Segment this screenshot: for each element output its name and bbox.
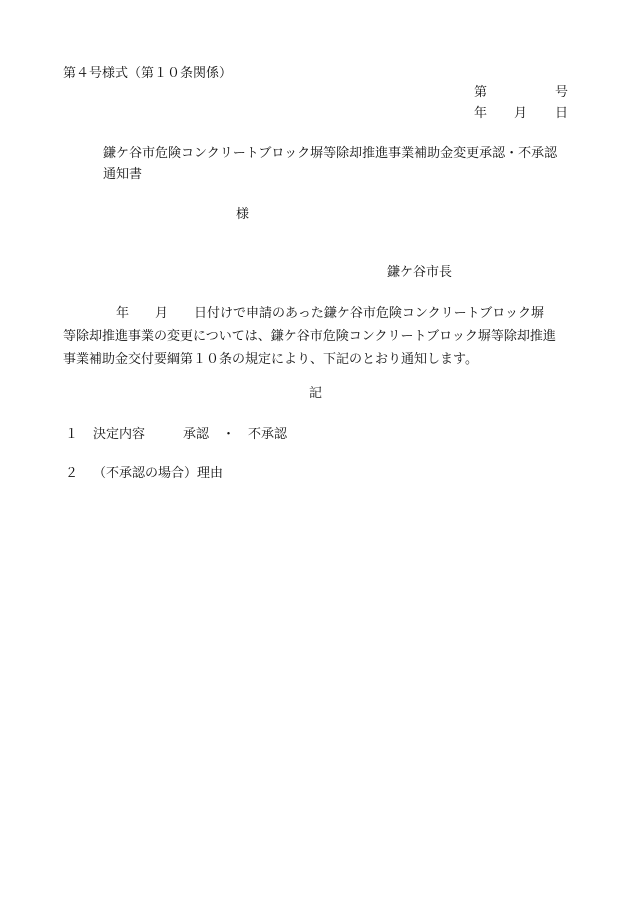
document-title-line2: 通知書 <box>103 167 143 182</box>
item-2-label: （不承認の場合）理由 <box>93 466 224 481</box>
body-line-3: 事業補助金交付要綱第１０条の規定により、下記のとおり通知します。 <box>63 352 478 367</box>
item-2-number: ２ <box>65 466 79 481</box>
number-dai: 第 <box>474 85 488 100</box>
date-month: 月 <box>514 106 528 121</box>
addressee-suffix: 様 <box>236 207 250 222</box>
item-1-number: １ <box>65 427 79 442</box>
sender: 鎌ケ谷市長 <box>387 265 453 280</box>
item-1-value: 承認 ・ 不承認 <box>183 427 288 442</box>
date-year: 年 <box>474 106 488 121</box>
date-day: 日 <box>555 106 569 121</box>
document-title-line1: 鎌ケ谷市危険コンクリートブロック塀等除却推進事業補助金変更承認・不承認 <box>103 146 558 161</box>
body-paragraph <box>63 302 583 371</box>
body-line-1: 年 月 日付けで申請のあった鎌ケ谷市危険コンクリートブロック塀 <box>116 306 544 321</box>
form-header: 第４号様式（第１０条関係） <box>63 66 233 81</box>
body-line-2: 等除却推進事業の変更については、鎌ケ谷市危険コンクリートブロック塀等除却推進 <box>63 329 556 344</box>
item-1-label: 決定内容 <box>93 427 146 442</box>
ki-heading: 記 <box>309 386 323 401</box>
number-go: 号 <box>555 85 569 100</box>
